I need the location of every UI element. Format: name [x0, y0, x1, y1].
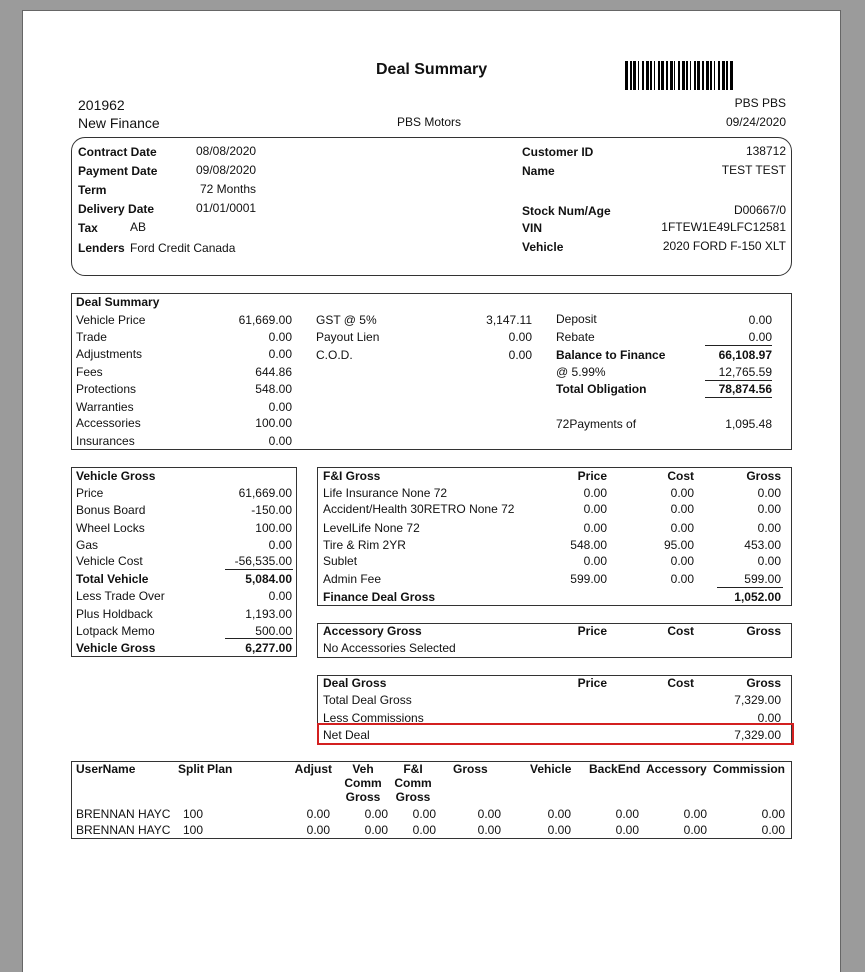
fi-col-price: Price	[577, 469, 607, 483]
vehicle-cost-line	[225, 569, 293, 570]
contract-info-box	[71, 137, 792, 276]
col-plan: Plan	[207, 762, 233, 776]
fi-product-cost: 0.00	[670, 502, 694, 516]
vehicle-gross-value: 5,084.00	[245, 572, 292, 586]
deal-summary-box	[71, 293, 792, 450]
vehicle-gross-label: Lotpack Memo	[76, 624, 155, 638]
fi-product-price: 0.00	[583, 486, 607, 500]
col-vehicle: Vehicle	[530, 762, 572, 776]
dg-col-cost: Cost	[667, 676, 694, 690]
lenders-label: Lenders	[78, 241, 125, 255]
payment-date: 09/08/2020	[196, 163, 257, 177]
fi-product-price: 0.00	[583, 554, 607, 568]
tax-summary-value: 0.00	[508, 348, 532, 362]
vehicle-gross-value: -56,535.00	[234, 554, 292, 568]
total-obligation-value: 78,874.56	[718, 382, 772, 396]
comm-fi: 0.00	[412, 807, 436, 821]
deal-summary-label: Warranties	[76, 400, 134, 414]
interest-value: 12,765.59	[718, 365, 772, 379]
fi-product-gross: 0.00	[757, 502, 781, 516]
fi-product-gross: 453.00	[744, 538, 781, 552]
balance-label: Balance to Finance	[556, 348, 666, 362]
term-label: Term	[78, 183, 107, 197]
comm-veh: 0.00	[364, 807, 388, 821]
comm-veh: 0.00	[364, 823, 388, 837]
acc-col-price: Price	[577, 624, 607, 638]
deal-summary-value: 0.00	[268, 330, 292, 344]
total-deal-gross-value: 7,329.00	[734, 693, 781, 707]
col-veh-line1: Veh	[352, 762, 374, 776]
fi-product-price: 548.00	[570, 538, 607, 552]
fi-product-gross: 599.00	[744, 572, 781, 586]
comm-accessory: 0.00	[683, 823, 707, 837]
dg-col-gross: Gross	[746, 676, 781, 690]
balance-value: 66,108.97	[718, 348, 772, 362]
tax-summary-label: GST @ 5%	[316, 313, 377, 327]
fi-col-cost: Cost	[667, 469, 694, 483]
comm-gross: 0.00	[477, 807, 501, 821]
vehicle-gross-label: Bonus Board	[76, 503, 146, 517]
comm-vehicle: 0.00	[547, 807, 571, 821]
fi-product-cost: 95.00	[663, 538, 694, 552]
deal-summary-label: Accessories	[76, 416, 141, 430]
col-accessory: Accessory	[646, 762, 707, 776]
comm-adjust: 0.00	[306, 823, 330, 837]
fi-product-label: Life Insurance None 72	[323, 486, 448, 500]
fi-gross-title: F&I Gross	[323, 469, 381, 483]
term-value: 72 Months	[200, 182, 257, 196]
fi-product-cost: 0.00	[670, 554, 694, 568]
tax-summary-value: 3,147.11	[486, 313, 532, 327]
vehicle-label: Vehicle	[522, 240, 564, 254]
deal-summary-value: 0.00	[268, 347, 292, 361]
stock-value: D00667/0	[733, 203, 786, 217]
customer-id-label: Customer ID	[522, 145, 594, 159]
vehicle-gross-value: 0.00	[268, 589, 292, 603]
less-commissions-label: Less Commissions	[323, 711, 424, 725]
deal-summary-title: Deal Summary	[76, 295, 160, 309]
comm-backend: 0.00	[615, 823, 639, 837]
col-fi-line2: Comm	[394, 776, 432, 790]
net-deal-label: Net Deal	[323, 728, 370, 742]
dealer-name: PBS Motors	[397, 115, 462, 129]
stock-label: Stock Num/Age	[522, 204, 611, 218]
customer-id: 138712	[745, 144, 786, 158]
vehicle-gross-title: Vehicle Gross	[76, 469, 156, 483]
tax-label: Tax	[78, 221, 98, 235]
deal-summary-value: 0.00	[268, 400, 292, 414]
col-fi-comm-gross	[392, 762, 434, 804]
fi-product-price: 0.00	[583, 521, 607, 535]
payments-value: 1,095.48	[725, 417, 772, 431]
delivery-date-label: Delivery Date	[78, 202, 155, 216]
vehicle-gross-value: 6,277.00	[245, 641, 292, 655]
vin-value: 1FTEW1E49LFC12581	[661, 220, 786, 234]
col-veh-line3: Gross	[345, 790, 381, 804]
fi-product-label: Tire & Rim 2YR	[323, 538, 406, 552]
deal-summary-value: 0.00	[268, 434, 292, 448]
deal-number: 201962	[78, 97, 125, 113]
contract-date: 08/08/2020	[196, 144, 257, 158]
comm-split: 100	[183, 807, 204, 821]
col-fi-line1: F&I	[403, 762, 423, 776]
deal-summary-value: 644.86	[255, 365, 292, 379]
vin-label: VIN	[522, 221, 543, 235]
fi-product-price: 0.00	[583, 502, 607, 516]
fi-product-cost: 0.00	[670, 486, 694, 500]
fi-product-gross: 0.00	[757, 554, 781, 568]
tax-value: AB	[130, 220, 147, 234]
vehicle-gross-label: Vehicle Gross	[76, 641, 156, 655]
vehicle-gross-label: Total Vehicle	[76, 572, 149, 586]
vehicle-gross-value: 61,669.00	[238, 486, 292, 500]
vehicle-gross-value: 1,193.00	[245, 607, 292, 621]
deposit-value: 0.00	[748, 313, 772, 327]
payments-label: 72Payments of	[556, 417, 637, 431]
report-title: Deal Summary	[376, 61, 488, 78]
deal-type: New Finance	[78, 115, 160, 131]
fi-product-cost: 0.00	[670, 572, 694, 586]
deal-summary-value: 548.00	[255, 382, 292, 396]
tax-summary-label: Payout Lien	[316, 330, 380, 344]
fi-product-label: Accident/Health 30RETRO None 72	[323, 502, 515, 516]
col-backend: BackEnd	[589, 762, 641, 776]
rebate-total-line	[705, 345, 772, 346]
fi-total-line	[717, 587, 783, 588]
rate-label: @ 5.99%	[556, 365, 606, 379]
accessory-gross-title: Accessory Gross	[323, 624, 422, 638]
rebate-value: 0.00	[748, 330, 772, 344]
col-gross: Gross	[453, 762, 488, 776]
contract-date-label: Contract Date	[78, 145, 157, 159]
fi-product-gross: 0.00	[757, 521, 781, 535]
tax-summary-value: 0.00	[508, 330, 532, 344]
col-veh-line2: Comm	[344, 776, 382, 790]
acc-col-cost: Cost	[667, 624, 694, 638]
vehicle-gross-label: Price	[76, 486, 104, 500]
deal-summary-label: Adjustments	[76, 347, 143, 361]
deal-summary-label: Protections	[76, 382, 137, 396]
fi-product-label: Sublet	[323, 554, 358, 568]
fi-total-label: Finance Deal Gross	[323, 590, 436, 604]
fi-product-price: 599.00	[570, 572, 607, 586]
comm-vehicle: 0.00	[547, 823, 571, 837]
col-veh-comm-gross	[343, 762, 383, 804]
total-deal-gross-label: Total Deal Gross	[323, 693, 412, 707]
vehicle-gross-label: Less Trade Over	[76, 589, 165, 603]
customer-name: TEST TEST	[721, 163, 786, 177]
rebate-label: Rebate	[556, 330, 595, 344]
comm-commission: 0.00	[761, 823, 785, 837]
col-adjust: Adjust	[294, 762, 332, 776]
vehicle-gross-label: Gas	[76, 538, 99, 552]
comm-backend: 0.00	[615, 807, 639, 821]
obligation-underline	[705, 397, 772, 398]
user-name: PBS PBS	[734, 96, 786, 110]
interest-total-line	[705, 380, 772, 381]
vehicle-gross-value: 0.00	[268, 538, 292, 552]
tax-summary-label: C.O.D.	[316, 348, 353, 362]
col-split: Split	[178, 762, 204, 776]
net-deal-value: 7,329.00	[734, 728, 781, 742]
accessory-empty-text: No Accessories Selected	[323, 641, 456, 655]
comm-username: BRENNAN HAYC	[76, 807, 171, 821]
comm-commission: 0.00	[761, 807, 785, 821]
vehicle-gross-label: Plus Holdback	[76, 607, 153, 621]
comm-split: 100	[183, 823, 204, 837]
fi-col-gross: Gross	[746, 469, 781, 483]
payment-date-label: Payment Date	[78, 164, 158, 178]
fi-product-label: Admin Fee	[323, 572, 382, 586]
col-commission: Commission	[713, 762, 786, 776]
barcode-image	[625, 61, 787, 90]
comm-accessory: 0.00	[683, 807, 707, 821]
vehicle-value: 2020 FORD F-150 XLT	[662, 239, 786, 253]
deal-summary-label: Trade	[76, 330, 107, 344]
comm-username: BRENNAN HAYC	[76, 823, 171, 837]
vehicle-gross-value: -150.00	[251, 503, 292, 517]
vehicle-gross-value: 100.00	[255, 521, 292, 535]
acc-col-gross: Gross	[746, 624, 781, 638]
vehicle-gross-label: Vehicle Cost	[76, 554, 143, 568]
col-username: UserName	[76, 762, 136, 776]
fi-product-gross: 0.00	[757, 486, 781, 500]
print-date: 09/24/2020	[725, 115, 786, 129]
deposit-label: Deposit	[556, 312, 597, 326]
deal-summary-value: 100.00	[255, 416, 292, 430]
fi-product-label: LevelLife None 72	[323, 521, 420, 535]
fi-total-value: 1,052.00	[734, 590, 781, 604]
comm-adjust: 0.00	[306, 807, 330, 821]
deal-gross-title: Deal Gross	[323, 676, 387, 690]
deal-summary-label: Vehicle Price	[76, 313, 146, 327]
delivery-date: 01/01/0001	[196, 201, 257, 215]
lenders-value: Ford Credit Canada	[130, 241, 236, 255]
col-fi-line3: Gross	[395, 790, 431, 804]
deal-summary-label: Insurances	[76, 434, 135, 448]
customer-name-label: Name	[522, 164, 555, 178]
net-deal-highlight	[317, 723, 794, 745]
fi-product-cost: 0.00	[670, 521, 694, 535]
comm-gross: 0.00	[477, 823, 501, 837]
comm-fi: 0.00	[412, 823, 436, 837]
deal-summary-value: 61,669.00	[238, 313, 292, 327]
deal-summary-label: Fees	[76, 365, 103, 379]
lotpack-line	[225, 638, 293, 639]
vehicle-gross-label: Wheel Locks	[76, 521, 145, 535]
less-commissions-value: 0.00	[757, 711, 781, 725]
dg-col-price: Price	[577, 676, 607, 690]
vehicle-gross-value: 500.00	[255, 624, 292, 638]
total-obligation-label: Total Obligation	[556, 382, 647, 396]
